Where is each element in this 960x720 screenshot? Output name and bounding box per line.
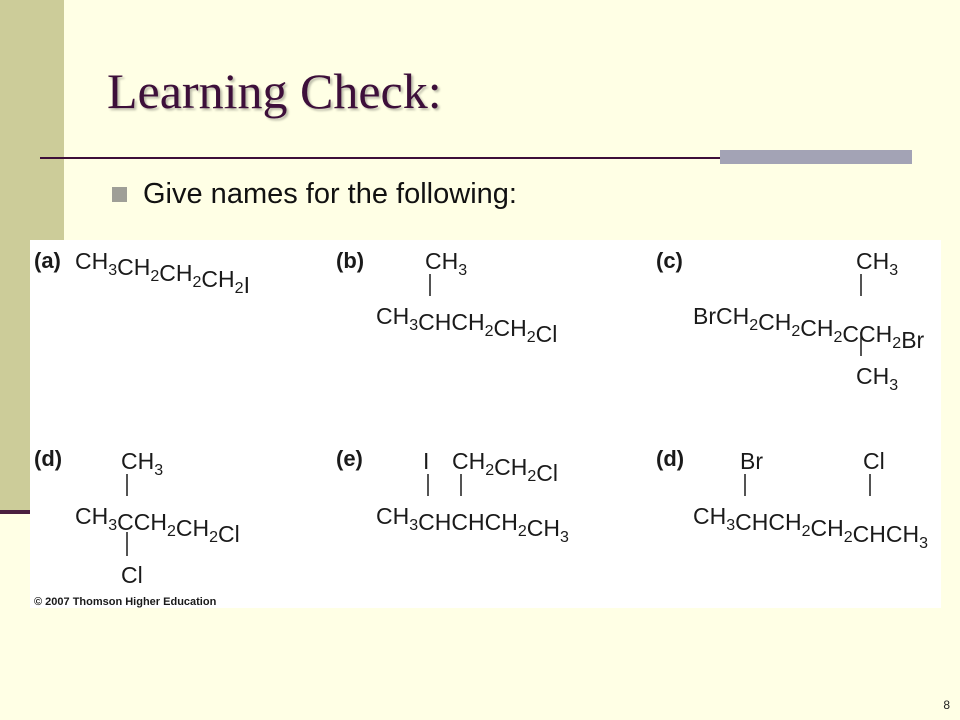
formula-f-chain: $CH_3CHCH_2CH_2CHCH_3$ bbox=[693, 503, 929, 552]
label-a: (a) bbox=[34, 248, 61, 273]
slide-title: Learning Check: bbox=[107, 63, 442, 119]
formula-c-branch-bottom: $CH_3$ bbox=[856, 363, 899, 394]
formula-f-branch-top-1: Br bbox=[740, 448, 763, 474]
label-e: (e) bbox=[336, 446, 363, 471]
bullet-item bbox=[112, 178, 517, 211]
structures-figure bbox=[30, 240, 941, 608]
page-number: 8 bbox=[943, 698, 950, 712]
formula-a: $CH_3CH_2CH_2CH_2I$ bbox=[75, 248, 250, 298]
label-f: (d) bbox=[656, 446, 685, 471]
bullet-text: Give names for the following: bbox=[143, 178, 517, 210]
formula-c-chain: $BrCH_2CH_2CH_2CCH_2Br$ bbox=[693, 303, 925, 353]
formula-e-chain: $CH_3CHCHCH_2CH_3$ bbox=[376, 503, 569, 546]
formula-b-chain: $CH_3CHCH_2CH_2Cl$ bbox=[376, 303, 558, 347]
formula-b-branch-top: $CH_3$ bbox=[425, 248, 468, 279]
formula-d-chain: $CH_3CCH_2CH_2Cl$ bbox=[75, 503, 240, 547]
formula-e-branch-top-1: I bbox=[423, 448, 430, 474]
copyright-text: © 2007 Thomson Higher Education bbox=[34, 596, 217, 608]
label-c: (c) bbox=[656, 248, 683, 273]
formula-e-branch-top-2: $CH_2CH_2Cl$ bbox=[452, 448, 559, 486]
formula-d-branch-bottom: Cl bbox=[121, 562, 143, 588]
label-b: (b) bbox=[336, 248, 365, 273]
label-d: (d) bbox=[34, 446, 63, 471]
formula-d-branch-top: $CH_3$ bbox=[121, 448, 164, 479]
title-accent-bar bbox=[720, 150, 912, 164]
formula-c-branch-top: $CH_3$ bbox=[856, 248, 899, 279]
formula-f-branch-top-2: Cl bbox=[863, 448, 885, 474]
bullet-square-icon bbox=[112, 187, 127, 202]
